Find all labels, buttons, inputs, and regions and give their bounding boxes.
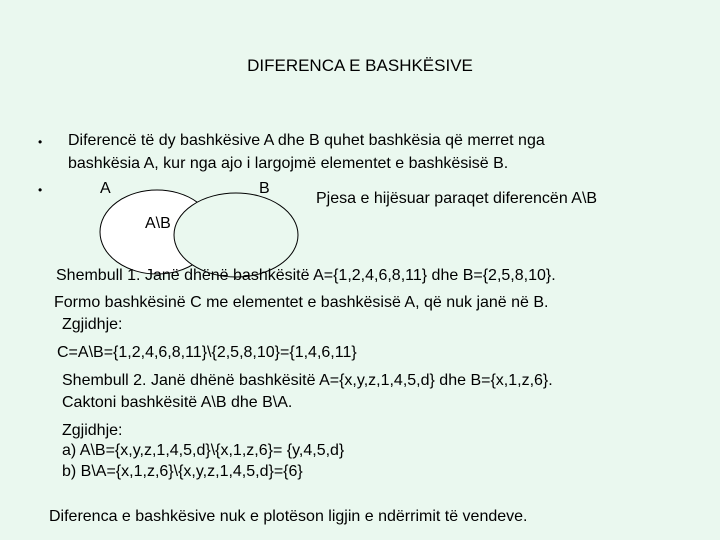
bullet: • xyxy=(38,135,43,149)
example2-part-a: a) A\B={x,y,z,1,4,5,d}\{x,1,z,6}= {y,4,5,d} xyxy=(62,442,345,459)
example2-part-b: b) B\A={x,1,z,6}\{x,y,z,1,4,5,d}={6} xyxy=(62,463,303,480)
page-title: DIFERENCA E BASHKËSIVE xyxy=(247,56,473,75)
bullet: • xyxy=(38,183,43,197)
example1-line-2: Formo bashkësinë C me elementet e bashkësisë A, që nuk janë në B. xyxy=(54,294,549,311)
example2-solution-label: Zgjidhje: xyxy=(62,422,123,439)
set-b-ellipse xyxy=(174,193,298,277)
example1-solution: C=A\B={1,2,4,6,8,11}\{2,5,8,10}={1,4,6,11} xyxy=(57,344,357,361)
example2-line-2: Caktoni bashkësitë A\B dhe B\A. xyxy=(62,394,293,411)
set-a-label: A xyxy=(100,180,111,197)
diagram-caption: Pjesa e hijësuar paraqet diferencën A\B xyxy=(316,190,598,207)
example2-line-1: Shembull 2. Janë dhënë bashkësitë A={x,y,z,1,4,5,d} dhe B={x,1,z,6}. xyxy=(62,372,553,389)
example1-line-1: Shembull 1. Janë dhënë bashkësitë A={1,2,4,6,8,11} dhe B={2,5,8,10}. xyxy=(56,267,556,284)
set-b-label: B xyxy=(259,180,270,197)
conclusion: Diferenca e bashkësive nuk e plotëson ligjin e ndërrimit të vendeve. xyxy=(49,508,528,525)
definition-line-2: bashkësia A, kur nga ajo i largojmë elementet e bashkësisë B. xyxy=(68,155,509,172)
example1-solution-label: Zgjidhje: xyxy=(62,316,123,333)
difference-label: A\B xyxy=(145,215,171,232)
definition-line-1: Diferencë të dy bashkësive A dhe B quhet bashkësia që merret nga xyxy=(68,132,545,149)
